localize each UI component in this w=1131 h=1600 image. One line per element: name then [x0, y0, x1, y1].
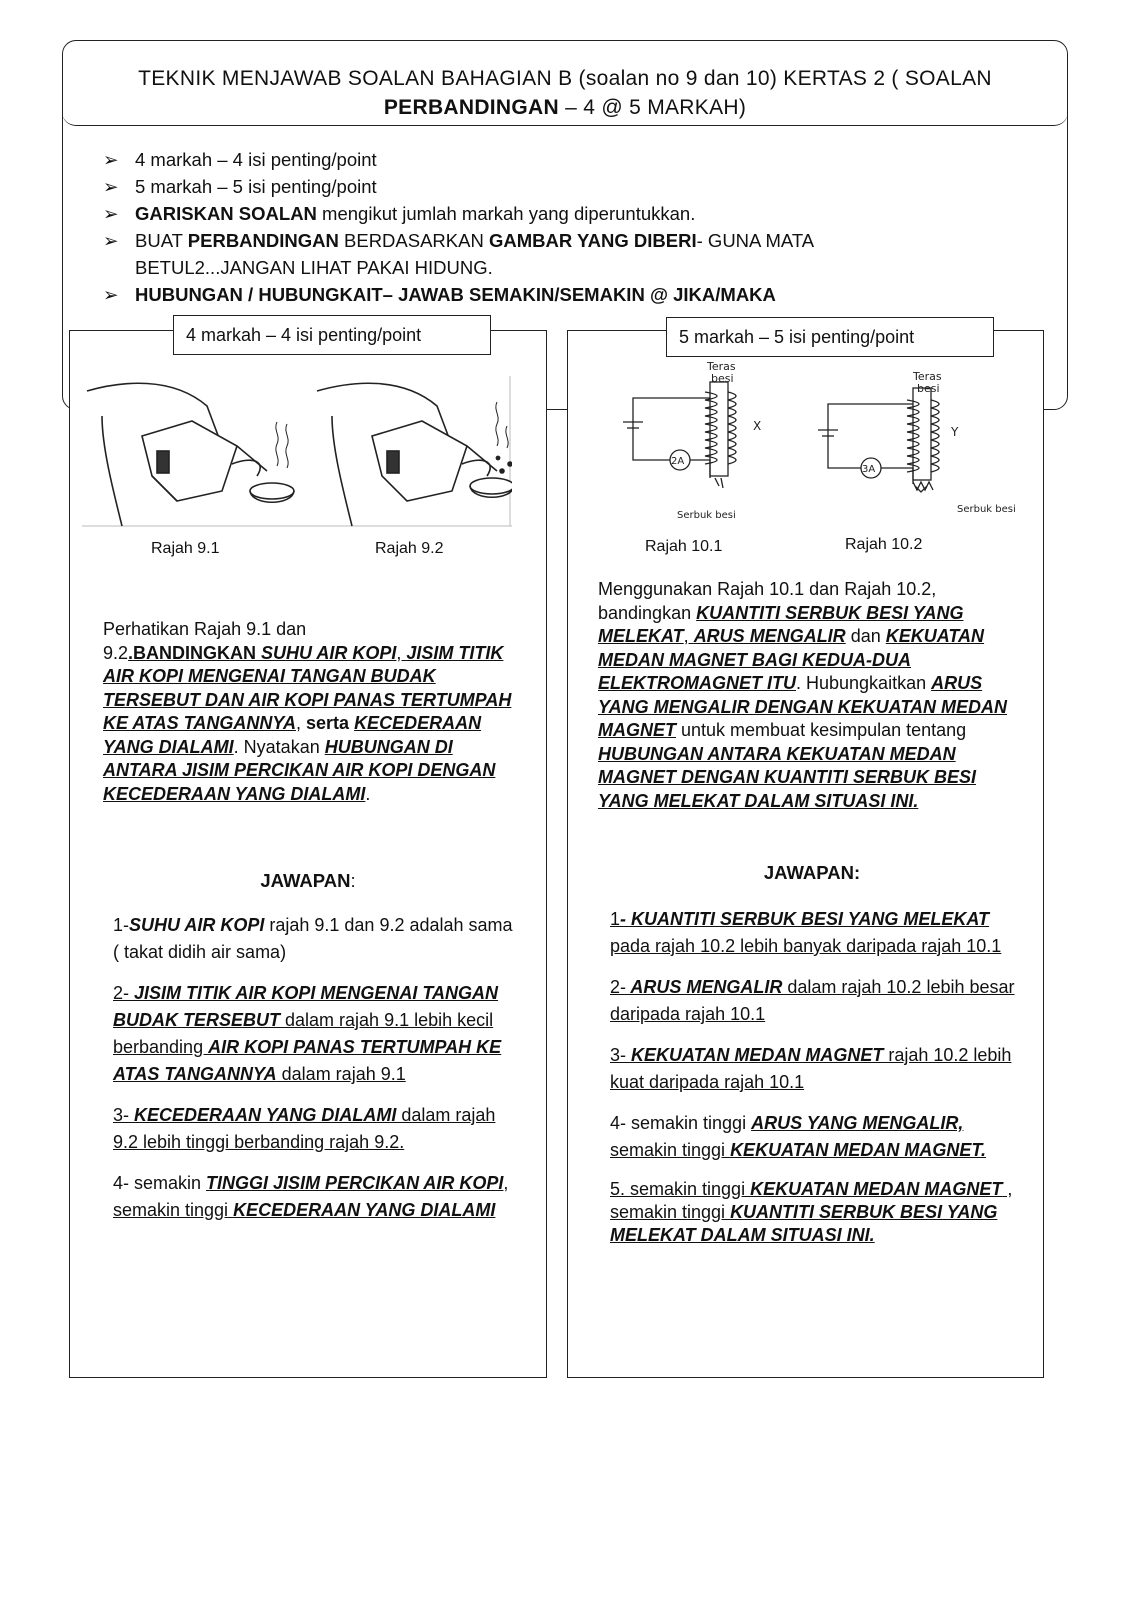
la2-r1: dalam rajah 9.1 lebih kecil berbanding: [113, 1010, 494, 1057]
ra4-r: semakin tinggi: [610, 1140, 731, 1160]
la4-b: TINGGI JISIM PERCIKAN AIR KOPI: [206, 1173, 504, 1193]
right-answer-2: [610, 974, 1025, 1028]
ra5-n: 5. semakin tinggi: [610, 1179, 751, 1199]
lq-e: ,: [396, 642, 407, 663]
rq-d: ARUS MENGALIR: [693, 626, 846, 646]
bullet-5: [103, 281, 983, 308]
ra5-b: KEKUATAN MEDAN MAGNET: [750, 1179, 1003, 1199]
rq-j: HUBUNGAN ANTARA KEKUATAN MEDAN MAGNET DENGAN KUANTITI SERBUK BESI YANG MELEKAT DALAM SITUASI INI.: [598, 743, 977, 811]
arrow-icon: ➢: [103, 203, 119, 224]
rq-i: untuk membuat kesimpulan tentang: [676, 720, 967, 740]
lq-g: ,: [296, 713, 307, 733]
jawapan-colon: :: [350, 870, 356, 891]
left-answer-1: [113, 912, 513, 966]
left-answer-3: [113, 1102, 513, 1156]
right-answer-heading: JAWAPAN:: [763, 862, 861, 883]
bullet-list: [103, 146, 983, 308]
la2-b2: AIR KOPI PANAS TERTUMPAH KE ATAS TANGANNYA: [113, 1037, 502, 1084]
ra5-r: , semakin tinggi: [610, 1179, 1013, 1222]
left-answer-4: [113, 1170, 513, 1224]
diag-besi-2: besi: [917, 382, 940, 395]
coffee-pour-illustration: [82, 376, 512, 528]
caption-rajah-10-1: Rajah 10.1: [645, 538, 723, 555]
right-answer-4: [610, 1110, 1025, 1164]
la2-b: JISIM TITIK AIR KOPI MENGENAI TANGAN BUDAK TERSEBUT: [113, 983, 499, 1030]
bullet-2: [103, 173, 983, 200]
ra3-n: 3-: [610, 1045, 627, 1065]
lq-k: HUBUNGAN DI ANTARA JISIM PERCIKAN AIR KOPI DENGAN KECEDERAAN YANG DIALAMI: [103, 736, 496, 804]
bullet-4-b1: PERBANDINGAN: [187, 230, 339, 251]
left-answer-heading: [69, 870, 547, 892]
ra2-b: ARUS MENGALIR: [626, 977, 783, 997]
ra1-n: 1: [610, 909, 621, 929]
filings-label-1: Serbuk besi: [677, 510, 736, 521]
bullet-4: [103, 227, 983, 281]
rq-g: . Hubungkaitkan: [796, 673, 932, 693]
lq-h: serta: [306, 713, 355, 733]
lq-l: .: [365, 783, 371, 804]
bullet-4-p1: BUAT: [135, 230, 188, 251]
rq-h: ARUS YANG MENGALIR DENGAN KEKUATAN MEDAN MAGNET: [598, 673, 1007, 740]
lq-f: JISIM TITIK AIR KOPI MENGENAI TANGAN BUDAK TERSEBUT DAN AIR KOPI PANAS TERTUMPAH KE ATAS TANGANNYA: [103, 642, 512, 733]
ra1-b: - KUANTITI SERBUK BESI YANG MELEKAT: [620, 909, 990, 929]
rq-e: dan: [845, 626, 886, 646]
bullet-3-text: mengikut jumlah markah yang diperuntukkan.: [316, 203, 696, 224]
jawapan-left: JAWAPAN: [260, 870, 351, 891]
kettle-scene-1: [87, 383, 294, 526]
arrow-icon: ➢: [103, 230, 119, 251]
diag-besi-1: besi: [711, 372, 734, 385]
ra2-r: dalam rajah 10.2 lebih besar daripada rajah 10.1: [610, 977, 1015, 1024]
ra1-r: pada rajah 10.2 lebih banyak daripada rajah 10.1: [610, 936, 1002, 956]
la2-r2: dalam rajah 9.1: [276, 1064, 406, 1084]
ra2-n: 2-: [610, 977, 627, 997]
la1-b: SUHU AIR KOPI: [129, 915, 265, 935]
bullet-4-p2: BERDASARKAN: [338, 230, 489, 251]
left-tag: 4 markah – 4 isi penting/point: [173, 315, 491, 355]
ra3-r: rajah 10.2 lebih kuat daripada rajah 10.1: [610, 1045, 1012, 1092]
bullet-4-line2: BETUL2...JANGAN LIHAT PAKAI HIDUNG.: [135, 257, 493, 278]
lq-j: . Nyatakan: [233, 736, 325, 757]
right-answer-5: [610, 1178, 1025, 1247]
right-answer-3: [610, 1042, 1025, 1096]
ra4-n: 4- semakin tinggi: [610, 1113, 752, 1133]
title-line-2: [62, 96, 1068, 120]
bullet-1-text: 4 markah – 4 isi penting/point: [135, 149, 377, 170]
lq-c: .BANDINGKAN: [128, 642, 262, 663]
ra4-b: ARUS YANG MENGALIR,: [751, 1113, 964, 1133]
ra4-b2: KEKUATAN MEDAN MAGNET.: [730, 1140, 987, 1160]
left-question: [103, 618, 523, 806]
left-answers: [113, 912, 513, 1238]
bullet-2-text: 5 markah – 5 isi penting/point: [135, 176, 377, 197]
caption-rajah-9-2: Rajah 9.2: [375, 540, 444, 557]
kettle-scene-2: [317, 383, 512, 526]
lq-a: Perhatikan Rajah 9.1 dan: [103, 619, 307, 639]
bullet-1: [103, 146, 983, 173]
right-tag: 5 markah – 5 isi penting/point: [666, 317, 994, 357]
diag-teras-2: Teras: [913, 370, 942, 383]
bullet-4-b2: GAMBAR YANG DIBERI: [488, 230, 697, 251]
la3-n: 3-: [113, 1105, 135, 1125]
caption-rajah-9-1: Rajah 9.1: [151, 540, 220, 557]
bullet-3: [103, 200, 983, 227]
ra5-b2: KUANTITI SERBUK BESI YANG MELEKAT DALAM SITUASI INI.: [610, 1202, 998, 1245]
arrow-icon: ➢: [103, 149, 119, 170]
la4-n: 4- semakin: [113, 1173, 207, 1193]
right-answers: [610, 906, 1025, 1261]
caption-rajah-10-2: Rajah 10.2: [845, 536, 923, 553]
lq-d: SUHU AIR KOPI: [261, 642, 397, 663]
diag-y-label: Y: [951, 425, 959, 439]
la3-b: KECEDERAAN YANG DIALAMI: [134, 1105, 397, 1125]
electromagnet-circuit-2: [818, 388, 939, 492]
left-answer-2: [113, 980, 513, 1088]
title-line-1: TEKNIK MENJAWAB SOALAN BAHAGIAN B (soalan no 9 dan 10) KERTAS 2 ( SOALAN: [138, 67, 992, 90]
la2-n: 2-: [113, 983, 135, 1003]
la4-b2: KECEDERAAN YANG DIALAMI: [233, 1200, 496, 1220]
lq-b: 9.2: [103, 642, 129, 663]
bullet-5-text: HUBUNGAN / HUBUNGKAIT– JAWAB SEMAKIN/SEMAKIN @ JIKA/MAKA: [135, 284, 776, 305]
rq-b: KUANTITI SERBUK BESI YANG MELEKAT: [598, 602, 964, 646]
diag-teras-1: Teras: [707, 360, 736, 373]
ammeter-1-label: 2A: [671, 456, 685, 467]
arrow-icon: ➢: [103, 284, 119, 305]
la3-r: dalam rajah 9.2 lebih tinggi berbanding rajah 9.2.: [113, 1105, 496, 1152]
right-answer-1: [610, 906, 1025, 960]
rq-a: Menggunakan Rajah 10.1 dan Rajah 10.2, bandingkan: [598, 579, 937, 623]
title-bold: PERBANDINGAN: [383, 96, 559, 119]
rq-c: ,: [683, 626, 694, 646]
rq-f: KEKUATAN MEDAN MAGNET BAGI KEDUA-DUA ELEKTROMAGNET ITU: [598, 626, 985, 693]
diag-x-label: X: [753, 419, 762, 433]
lq-i: KECEDERAAN YANG DIALAMI: [103, 713, 482, 757]
right-question: [598, 578, 1023, 813]
la1-r: rajah 9.1 dan 9.2 adalah sama ( takat didih air sama): [113, 915, 513, 962]
ra3-b: KEKUATAN MEDAN MAGNET: [626, 1045, 884, 1065]
la1-n: 1-: [113, 915, 130, 935]
electromagnet-diagrams: [615, 360, 1025, 525]
filings-label-2: Serbuk besi: [957, 504, 1016, 515]
title-rest: – 4 @ 5 MARKAH): [558, 96, 747, 119]
la4-r: , semakin tinggi: [113, 1173, 509, 1220]
bullet-3-bold: GARISKAN SOALAN: [135, 203, 317, 224]
ammeter-2-label: 3A: [862, 464, 876, 475]
arrow-icon: ➢: [103, 176, 119, 197]
bullet-4-p3: - GUNA MATA: [696, 230, 815, 251]
electromagnet-circuit-1: [623, 382, 736, 488]
